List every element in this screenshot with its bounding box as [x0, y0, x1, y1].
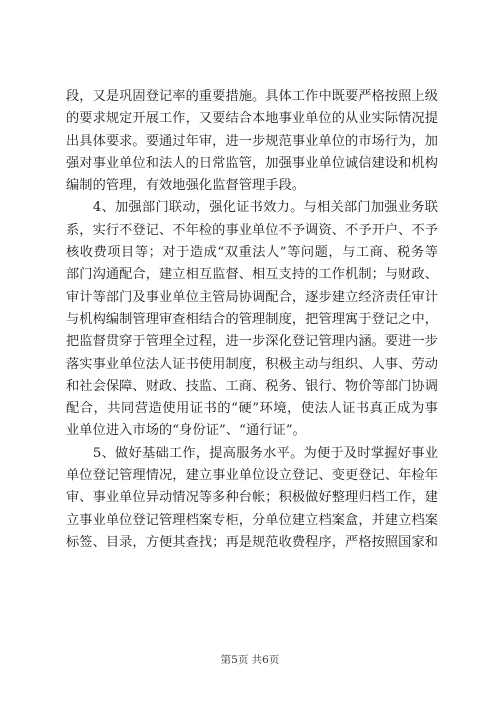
text-line: 落实事业单位法人证书使用制度，积极主动与组织、人事、劳动: [66, 356, 439, 372]
text-line: 单位登记管理情况，建立事业单位设立登记、变更登记、年检年: [66, 468, 439, 484]
text-line: 部门沟通配合，建立相互监督、相互支持的工作机制；与财政、: [66, 267, 439, 283]
text-line: 段，又是巩固登记率的重要措施。具体工作中既要严格按照上级: [66, 89, 439, 104]
text-line: 配合，共同营造使用证书的“硬”环境，使法人证书真正成为事: [66, 401, 438, 417]
text-line: 标签、目录，方便其查找；再是规范收费程序，严格按照国家和: [66, 534, 439, 550]
text-line: 核收费项目等；对于造成“双重法人”等问题，与工商、税务等: [66, 245, 438, 261]
text-line: 系，实行不登记、不年检的事业单位不予调资、不予开户、不予: [66, 222, 439, 238]
text-line: 强对事业单位和法人的日常监管，加强事业单位诚信建设和机构: [66, 155, 439, 171]
text-line: 的要求规定开展工作，又要结合本地事业单位的从业实际情况提: [66, 111, 439, 127]
body-text: [66, 86, 438, 554]
text-line: 5、做好基础工作，提高服务水平。为便于及时掌握好事业: [66, 445, 438, 461]
text-line: 出具体要求。要通过年审，进一步规范事业单位的市场行为，加: [66, 133, 439, 149]
text-line: 审计等部门及事业单位主管局协调配合，逐步建立经济责任审计: [66, 289, 439, 305]
page-number: 第5页 共6页: [220, 654, 280, 666]
text-line: 立事业单位登记管理档案专柜，分单位建立档案盒，并建立档案: [66, 512, 439, 528]
text-line: 审、事业单位异动情况等多种台帐；积极做好整理归档工作，建: [66, 490, 439, 506]
text-line: 4、加强部门联动，强化证书效力。与相关部门加强业务联: [66, 200, 438, 216]
text-line: 编制的管理，有效地强化监督管理手段。: [66, 178, 306, 194]
text-line: 把监督贯穿于管理全过程，进一步深化登记管理内涵。要进一步: [66, 334, 439, 350]
text-line: 业单位进入市场的“身份证”、“通行证”。: [66, 423, 306, 439]
text-line: 和社会保障、财政、技监、工商、税务、银行、物价等部门协调: [66, 378, 439, 394]
text-line: 与机构编制管理审查相结合的管理制度，把管理寓于登记之中，: [66, 311, 439, 327]
